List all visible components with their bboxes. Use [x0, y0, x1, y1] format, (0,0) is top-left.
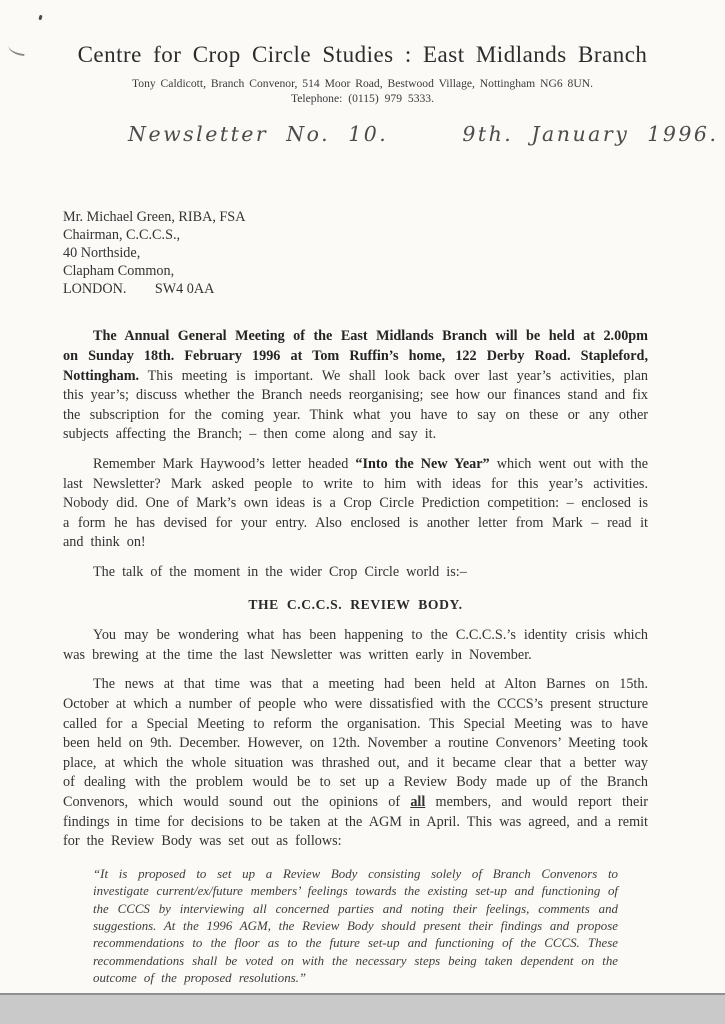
- convenor-address-line: Tony Caldicott, Branch Convenor, 514 Moor Road, Bestwood Village, Nottingham NG6 8UN.: [132, 77, 593, 90]
- all-members-emphasis: all: [410, 793, 426, 810]
- organisation-title: Centre for Crop Circle Studies : East Midlands Branch: [77, 42, 648, 67]
- review-news-pre-text: The news at that time was that a meeting had been held at Alton Barnes on 15th. October at which a number of people who were dissatisfied with the CCCS’s present structure called for a Special Meeting to reform the organisation. This Special Meeting was to have been held on 9th. December. However, on 12th. November a routine Convenors’ Meeting took place, at which the whole situation was thrashed out, and it became clear that a better way of dealing with the problem would be to set up a Review Body made up of the Branch Convenors, which would sound out the opinions of: [63, 676, 648, 810]
- recipient-name: Mr. Michael Green, RIBA, FSA: [63, 209, 246, 225]
- review-body-remit-quote: “It is proposed to set up a Review Body consisting solely of Branch Convenors to investigate current/ex/future members’ feelings towards the existing set-up and functioning of the CCCS by interviewing all concerned parties and noting their feelings, comments and suggestions. At the 1996 AGM, the Review Body should present their findings and propose recommendations to the floor as to the future set-up and functioning of the CCCS. These recommendations shall be voted on with the necessary steps being taken dependent on the outcome of the proposed resolutions.”: [93, 866, 618, 986]
- recipient-area: Clapham Common,: [63, 263, 175, 280]
- newsletter-number-date: [0, 122, 725, 146]
- haywood-post-text: which went out with the last Newsletter? Mark asked people to write to him with ideas for this year’s activities. Nobody did. One of Mark’s own ideas is a Crop Circle Prediction competition: – enclosed is a form he has devised for your entry. Also enclosed is another letter from Mark – read it and think on!: [63, 456, 649, 551]
- telephone-line: Telephone: (0115) 979 5333.: [291, 92, 434, 105]
- agm-bold-sentence: The Annual General Meeting of the East Midlands Branch will be held at 2.00pm on Sunday 18th. February 1996 at Tom Ruffin’s home, 122 Derby Road. Stapleford, Nottingham.: [63, 328, 648, 384]
- recipient-address-block: [0, 208, 725, 298]
- paragraph-talk-of-the-moment: The talk of the moment in the wider Crop Circle world is:–: [93, 564, 467, 580]
- recipient-street: 40 Northside,: [63, 245, 141, 262]
- paragraph-mark-haywood: [63, 455, 648, 553]
- paragraph-review-body-news: [63, 675, 648, 851]
- letter-body: [0, 327, 725, 987]
- haywood-pre-text: Remember Mark Haywood’s letter headed: [93, 456, 356, 473]
- recipient-city-postcode: LONDON. SW4 0AA: [63, 281, 215, 298]
- into-the-new-year-title: “Into the New Year”: [355, 456, 490, 473]
- newsletter-date: 9th. January 1996.: [462, 122, 719, 146]
- recipient-role: Chairman, C.C.C.S.,: [63, 227, 181, 244]
- newsletter-number: Newsletter No. 10.: [128, 122, 389, 146]
- paragraph-agm-announcement: [63, 327, 648, 445]
- scanner-background-strip: [0, 993, 725, 1024]
- letterhead: [0, 42, 725, 105]
- review-body-heading: THE C.C.C.S. REVIEW BODY.: [248, 596, 463, 612]
- agm-rest-text: This meeting is important. We shall look back over last year’s activities, plan this year’s; discuss whether the Branch needs reorganising; see how our finances stand and fix the subscription for the coming year. Think what you have to say on these or any other subjects affecting the Branch; – then come along and say it.: [63, 367, 648, 443]
- review-news-post-text: members, and would report their findings in time for decisions to be taken at the AGM in April. This was agreed, and a remit for the Review Body was set out as follows:: [63, 793, 648, 850]
- paragraph-identity-crisis: You may be wondering what has been happening to the C.C.C.S.’s identity crisis which was brewing at the time the last Newsletter was written early in November.: [63, 627, 648, 663]
